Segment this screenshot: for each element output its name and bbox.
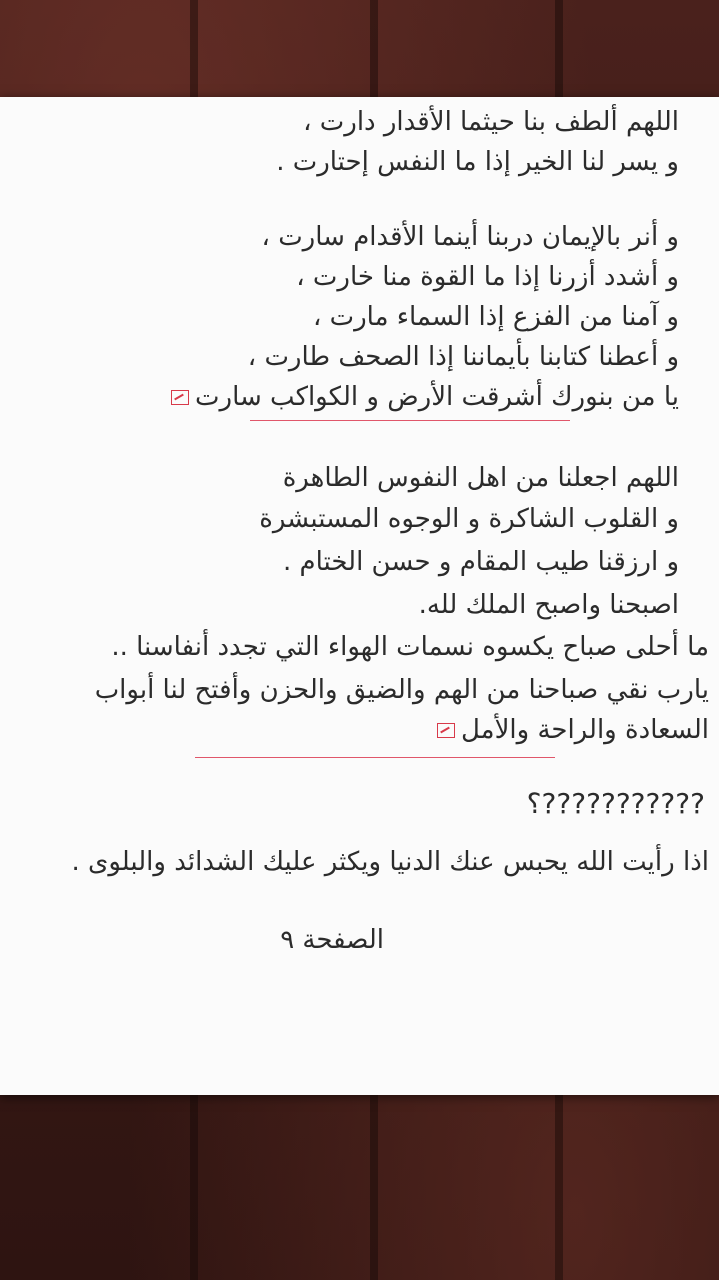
text-line-content: يا من بنورك أشرقت الأرض و الكواكب سارت bbox=[195, 382, 679, 412]
text-line: و القلوب الشاكرة و الوجوه المستبشرة bbox=[259, 504, 679, 534]
text-line: و ارزقنا طيب المقام و حسن الختام . bbox=[282, 547, 679, 577]
text-line: و أنر بالإيمان دربنا أينما الأقدام سارت ، bbox=[261, 222, 679, 252]
text-line bbox=[437, 712, 709, 748]
text-line bbox=[171, 379, 679, 415]
text-line: ما أحلى صباح يكسوه نسمات الهواء التي تجدد أنفاسنا .. bbox=[111, 632, 709, 662]
text-line: و يسر لنا الخير إذا ما النفس إحتارت . bbox=[276, 147, 679, 177]
closing-line: اذا رأيت الله يحبس عنك الدنيا ويكثر عليك الشدائد والبلوى . bbox=[71, 847, 709, 877]
question-marks: ؟??????????? bbox=[526, 787, 705, 820]
highlight-mark-icon bbox=[171, 390, 189, 405]
underline-rule bbox=[195, 757, 555, 758]
text-line: و أعطنا كتابنا بأيماننا إذا الصحف طارت ، bbox=[247, 342, 679, 372]
page-number: الصفحة ٩ bbox=[280, 925, 384, 955]
text-line: اللهم ألطف بنا حيثما الأقدار دارت ، bbox=[303, 107, 679, 137]
paper-sheet bbox=[0, 97, 719, 1095]
text-line: يارب نقي صباحنا من الهم والضيق والحزن وأفتح لنا أبواب bbox=[94, 675, 709, 705]
underline-rule bbox=[250, 420, 570, 421]
text-line: اللهم اجعلنا من اهل النفوس الطاهرة bbox=[282, 463, 679, 493]
text-line-content: السعادة والراحة والأمل bbox=[460, 715, 709, 745]
highlight-mark-icon bbox=[437, 723, 455, 738]
text-line: و آمنا من الفزع إذا السماء مارت ، bbox=[312, 302, 679, 332]
text-line: و أشدد أزرنا إذا ما القوة منا خارت ، bbox=[296, 262, 679, 292]
text-line: اصبحنا واصبح الملك لله. bbox=[418, 590, 679, 620]
